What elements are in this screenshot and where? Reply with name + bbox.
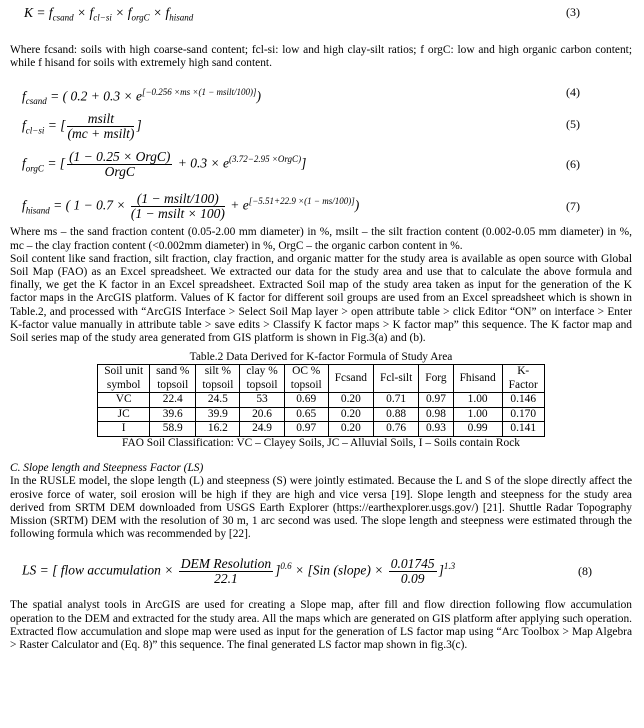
table-cell: 0.71 (373, 393, 418, 408)
table-header-line: Fcl-silt (379, 372, 413, 385)
table-cell: 0.170 (502, 407, 544, 422)
k-factor-table (97, 364, 545, 437)
table-header-line: Forg (425, 372, 447, 385)
section-heading: C. Slope length and Steepness Factor (LS) (10, 462, 204, 475)
table-header-line: Fcsand (334, 372, 367, 385)
table-cell: 24.5 (196, 393, 240, 408)
eq6-lhs: f (22, 156, 26, 171)
eq8-fraction-1 (179, 557, 273, 586)
eq7-number: (7) (566, 199, 580, 214)
eq6-exponent: (3.72−2.95 ×OrgC) (229, 154, 302, 165)
eq8-b: ] (275, 562, 281, 578)
table-cell: 53 (240, 393, 284, 408)
table-header-line: topsoil (290, 378, 322, 391)
eq6-sub: orgC (25, 163, 44, 174)
table-header-line: sand % (156, 365, 190, 378)
eq7-exponent: [−5.51+22.9 ×(1 − ms/100)] (248, 196, 355, 207)
eq8-fraction-2 (389, 557, 437, 586)
eq6-tail: + 0.3 × e (174, 156, 229, 171)
table-cell: 22.4 (150, 393, 196, 408)
table-cell: 1.00 (453, 407, 502, 422)
eq4-tail: ) (256, 88, 262, 104)
table-header-cell (453, 365, 502, 393)
eq7-numerator: (1 − msilt/100) (131, 192, 225, 207)
eq8-exponent-1: 0.6 (280, 561, 292, 572)
paragraph-1: Where fcsand: soils with high coarse-sand content; fcl-si: low and high clay-silt ratios; f orgC: low and high organic carbon content; while f hisand for soils with extremely high sand content. (10, 44, 632, 70)
eq5-denominator: (mc + msilt) (67, 126, 135, 142)
table-header-line: silt % (204, 365, 231, 378)
table-row (98, 422, 545, 437)
eq8-number: (8) (578, 564, 592, 579)
table-header-line: clay % (246, 365, 278, 378)
paragraph-5: The spatial analyst tools in ArcGIS are used for creating a Slope map, after fill and flow direction following flow accumulation operation to the DEM and extracted for the study area. All the maps which are generated on GIS platform after applying such operation. Extracted flow accumulation and slope map were used as input for the generation of LS factor map using “Arc Toolbox > Map Algebra > Raster Calculator and (Eq. 8)” this sequence. The final generated LS factor map shown in fig.3(c). (10, 599, 632, 651)
table-cell: 24.9 (240, 422, 284, 437)
eq6-numerator: (1 − 0.25 × OrgC) (69, 149, 171, 165)
table-cell: 39.6 (150, 407, 196, 422)
table-cell: 0.20 (328, 422, 373, 437)
table-cell: 0.20 (328, 407, 373, 422)
eq4-number: (4) (566, 85, 580, 100)
table-cell: 20.6 (240, 407, 284, 422)
table-header-cell (240, 365, 284, 393)
eq6-fraction (67, 150, 172, 179)
table-cell: 0.99 (453, 422, 502, 437)
table-header-line: K- (517, 365, 530, 378)
eq8-d: ] (438, 562, 444, 578)
table-header-line: Factor (508, 378, 538, 391)
equation-7 (10, 184, 632, 226)
eq3-f1: csand (52, 12, 74, 23)
table-header-cell (98, 365, 150, 393)
table-row (98, 407, 545, 422)
table-header-line: Fhisand (459, 372, 496, 385)
table-cell: 0.20 (328, 393, 373, 408)
eq6-denominator: OrgC (104, 164, 135, 180)
table-cell: 0.65 (284, 407, 328, 422)
eq7-fraction (131, 192, 225, 221)
eq3-f2: cl−si (93, 12, 112, 23)
table-cell: 0.97 (284, 422, 328, 437)
table-header-line: topsoil (157, 378, 189, 391)
eq5-fraction (67, 112, 134, 141)
table-header-cell (419, 365, 453, 393)
table-cell: 0.69 (284, 393, 328, 408)
eq8-c: × [Sin (slope) × (291, 562, 387, 578)
document-page (10, 4, 632, 652)
eq7-eq: = ( 1 − 0.7 × (49, 198, 129, 213)
eq7-sub: hisand (25, 205, 50, 216)
eq8-exponent-2: 1.3 (443, 561, 456, 572)
eq4-lhs: f (22, 88, 26, 104)
eq6-end: ] (301, 156, 307, 171)
equation-5 (10, 108, 632, 144)
equation-3: $K = f_{csand} \times f_{cl-si} \times f_{orgC} \times f_{hisand}$ (3) (24, 5, 580, 23)
equation-4 (10, 74, 632, 108)
eq4-sub: csand (25, 96, 47, 107)
table-cell: 0.76 (373, 422, 418, 437)
table-cell: JC (98, 407, 150, 422)
eq4-exponent: [−0.256 ×ms ×(1 − msilt/100)] (141, 87, 257, 98)
eq5-eq: = [ (44, 118, 66, 133)
eq5-number: (5) (566, 117, 580, 132)
paragraph-3: Soil content like sand fraction, silt fraction, clay fraction, and organic matter for the study area is available as open source with Global Soil Map (FAO) as an Excel spreadsheet. We extracted our data for the study area and use that to calculate the above formula and finally, we get the K factor in an Excel spreadsheet. Extracted Soil map of the study area taken as input for the generation of the K factor maps in the ArcGIS platform. Values of K factor for different soil groups are used from an Excel spreadsheet which is shown in Table.2, and processed with “ArcGIS Interface > Select Soil Map layer > open attribute table > click Editor “ON” on interface > Enter K-factor value manually in attribute table > save edits > Classify K factor maps > K factor map” this sequence. The K factor map and Soil series map of the study area generated from GIS platform is shown in Fig.3(a) and (b). (10, 252, 632, 345)
table-cell: 0.97 (419, 393, 453, 408)
table-header-line: Soil unit (104, 365, 144, 378)
table-cell: I (98, 422, 150, 437)
table-cell: 0.98 (419, 407, 453, 422)
table-header-cell (502, 365, 544, 393)
eq3-f3: orgC (131, 12, 150, 23)
table-cell: 39.9 (196, 407, 240, 422)
table-cell: 58.9 (150, 422, 196, 437)
table-header-line: symbol (106, 378, 141, 391)
eq3-f4: hisand (169, 12, 194, 23)
table-header-row (98, 365, 545, 393)
paragraph-2: Where ms – the sand fraction content (0.05-2.00 mm diameter) in %, msilt – the silt fraction content (0.002-0.05 mm diameter) in %, mc – the clay fraction content (<0.002mm diameter) in %, OrgC – the organic carbon content in %. (10, 226, 632, 252)
equation-8 (10, 547, 632, 599)
paragraph-4: In the RUSLE model, the slope length (L) and steepness (S) were jointly estimated. Because the L and S of the slope directly affect the erosive force of water, soil erosion will be high if they are high and vice versa [19]. Slope length and steepness for the study area derived from SRTM DEM downloaded from USGS Earth Explorer (https://earthexplorer.usgs.gov/) [21]. Shuttle Radar Topography Mission (SRTM) DEM with the resolution of 30 m, 1 arc second was used. The slope length and steepness were estimated through the following formula which was recommended by [22]. (10, 475, 632, 541)
table-cell: 0.88 (373, 407, 418, 422)
eq5-lhs: f (22, 118, 26, 133)
table-header-line: topsoil (202, 378, 234, 391)
eq8-numerator-2: 0.01745 (390, 556, 435, 572)
eq6-eq: = [ (43, 156, 66, 171)
table-row (98, 393, 545, 408)
eq8-denominator-1: 22.1 (214, 571, 238, 587)
equation-6 (10, 144, 632, 184)
eq5-sub: cl−si (25, 125, 45, 136)
eq6-number: (6) (566, 157, 580, 172)
table-cell: 0.146 (502, 393, 544, 408)
eq8-a: LS = [ flow accumulation × (22, 562, 177, 578)
table-cell: 0.141 (502, 422, 544, 437)
eq5-numerator: msilt (67, 112, 134, 127)
table-header-line: topsoil (246, 378, 278, 391)
eq4-body: = ( 0.2 + 0.3 × e (46, 88, 142, 104)
table-header-line: OC % (292, 365, 321, 378)
eq3-number: (3) (566, 5, 580, 19)
table-header-cell (150, 365, 196, 393)
eq5-tail: ] (136, 118, 142, 133)
table-cell: VC (98, 393, 150, 408)
table-cell: 0.93 (419, 422, 453, 437)
table-header-cell (373, 365, 418, 393)
table-header-cell (196, 365, 240, 393)
eq7-tail: + e (226, 198, 249, 213)
table-header-cell (284, 365, 328, 393)
table-caption: Table.2 Data Derived for K-factor Formula of Study Area (189, 351, 453, 364)
table-cell: 16.2 (196, 422, 240, 437)
eq7-lhs: f (22, 198, 26, 213)
eq7-denominator: (1 − msilt × 100) (130, 206, 225, 222)
table-note: FAO Soil Classification: VC – Clayey Soils, JC – Alluvial Soils, I – Soils contain Rock (122, 436, 520, 449)
table-header-cell (328, 365, 373, 393)
eq8-denominator-2: 0.09 (400, 571, 425, 587)
table-cell: 1.00 (453, 393, 502, 408)
eq7-end: ) (354, 198, 360, 213)
eq3-lhs: K = f (24, 5, 53, 20)
eq8-numerator-1: DEM Resolution (180, 556, 272, 572)
